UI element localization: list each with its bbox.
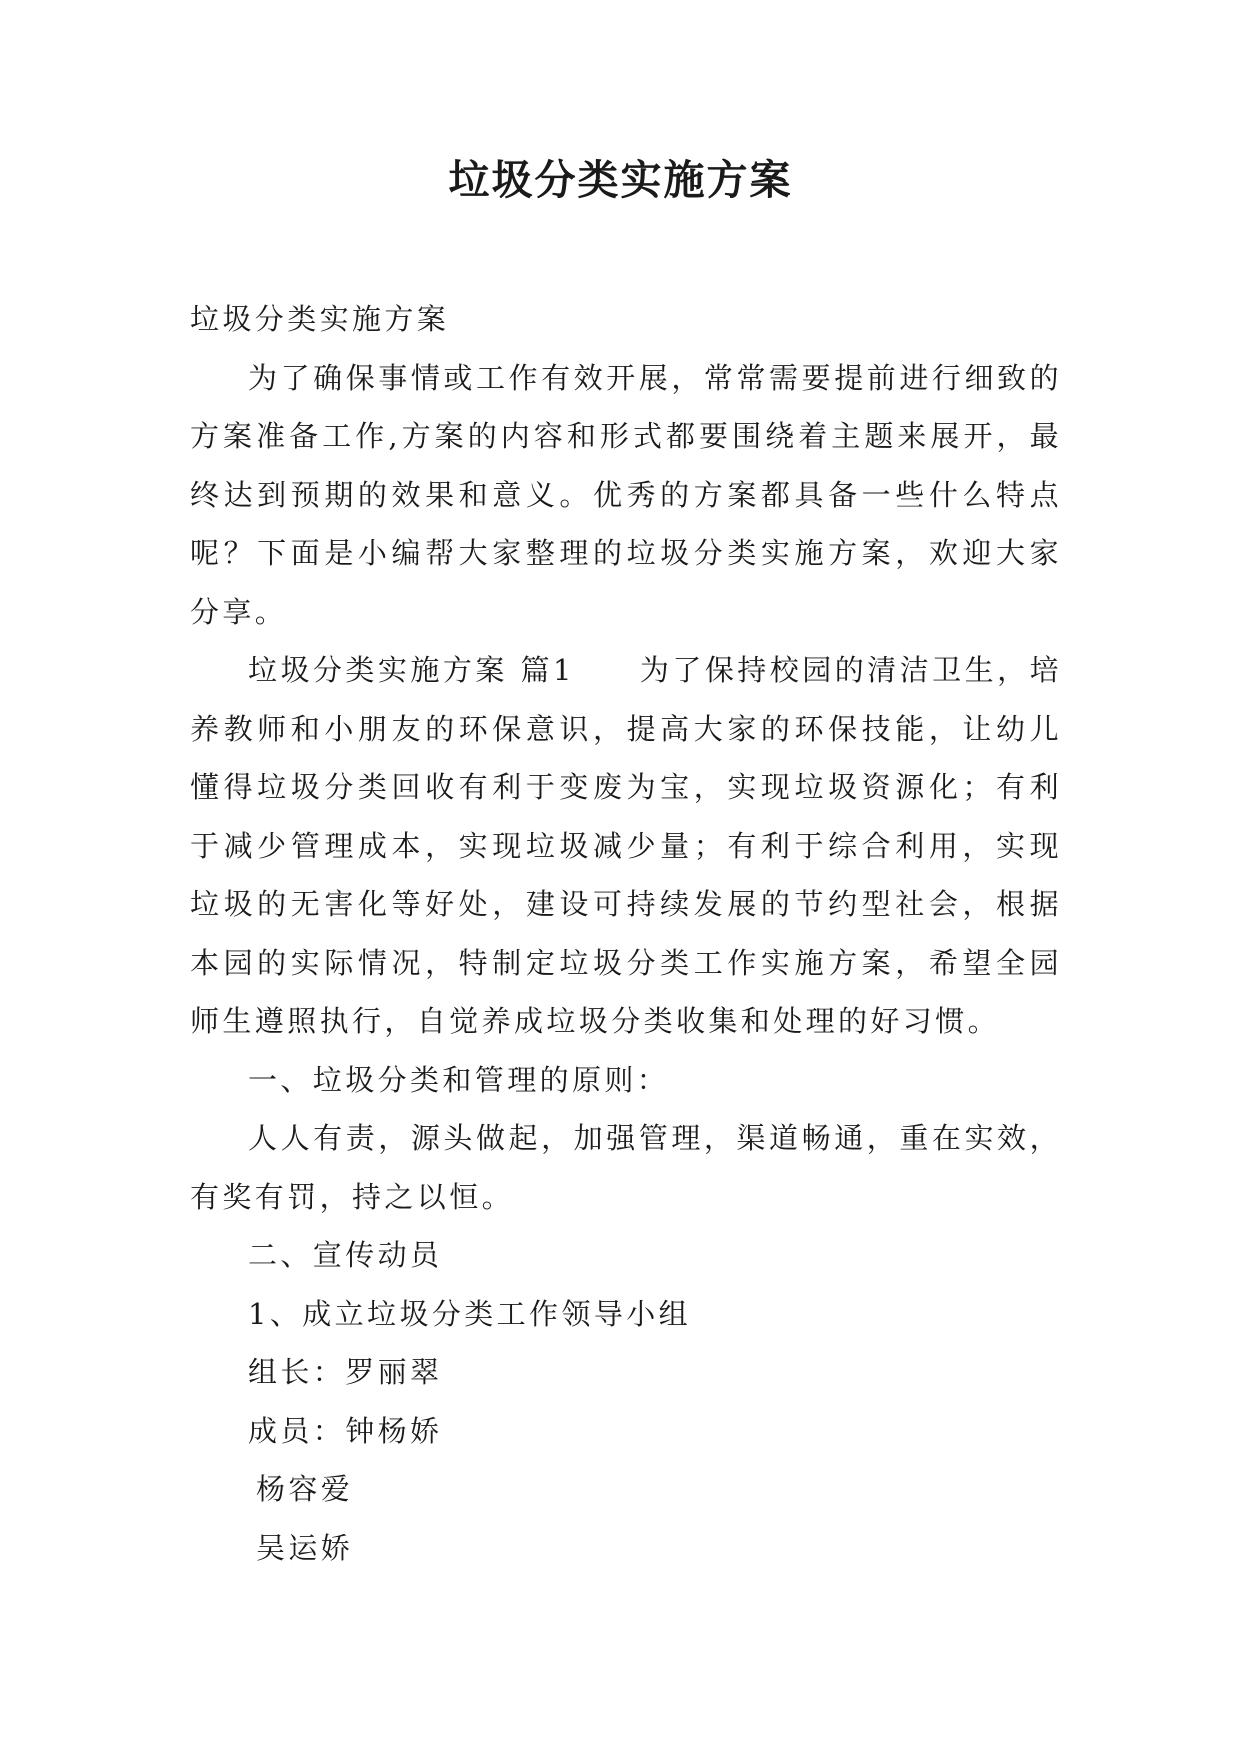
section-heading-mobilization: 二、宣传动员 — [248, 1238, 443, 1272]
member-name: 吴运娇 — [256, 1530, 354, 1565]
group-leader-line: 组长：罗丽翠 — [248, 1355, 443, 1389]
group-members-line: 成员：钟杨娇 — [248, 1413, 443, 1448]
principles-paragraph: 人人有责，源头做起，加强管理，渠道畅通，重在实效，有奖有罚，持之以恒。 — [190, 1121, 1062, 1214]
intro-paragraph: 为了确保事情或工作有效开展，常常需要提前进行细致的方案准备工作,方案的内容和形式都要围绕着主题来展开，最终达到预期的效果和意义。优秀的方案都具备一些什么特点呢？下面是小编帮大家整理的垃圾分类实施方案，欢迎大家分享。 — [190, 360, 1062, 629]
subtitle-line: 垃圾分类实施方案 — [190, 302, 450, 336]
document-body — [190, 290, 1062, 1577]
plan-one-paragraph: 垃圾分类实施方案 篇1 为了保持校园的清洁卫生，培养教师和小朋友的环保意识，提高大家的环保技能，让幼儿懂得垃圾分类回收有利于变废为宝，实现垃圾资源化；有利于减少管理成本，实现垃圾减少量；有利于综合利用，实现垃圾的无害化等好处，建设可持续发展的节约型社会，根据本园的实际情况，特制定垃圾分类工作实施方案，希望全园师生遵照执行，自觉养成垃圾分类收集和处理的好习惯。 — [190, 653, 1062, 1038]
subsection-heading-leadership-group: 1、成立垃圾分类工作领导小组 — [248, 1296, 692, 1331]
member-name: 杨容爱 — [256, 1472, 354, 1506]
document-title: 垃圾分类实施方案 — [448, 156, 793, 204]
section-heading-principles: 一、垃圾分类和管理的原则： — [248, 1062, 670, 1097]
